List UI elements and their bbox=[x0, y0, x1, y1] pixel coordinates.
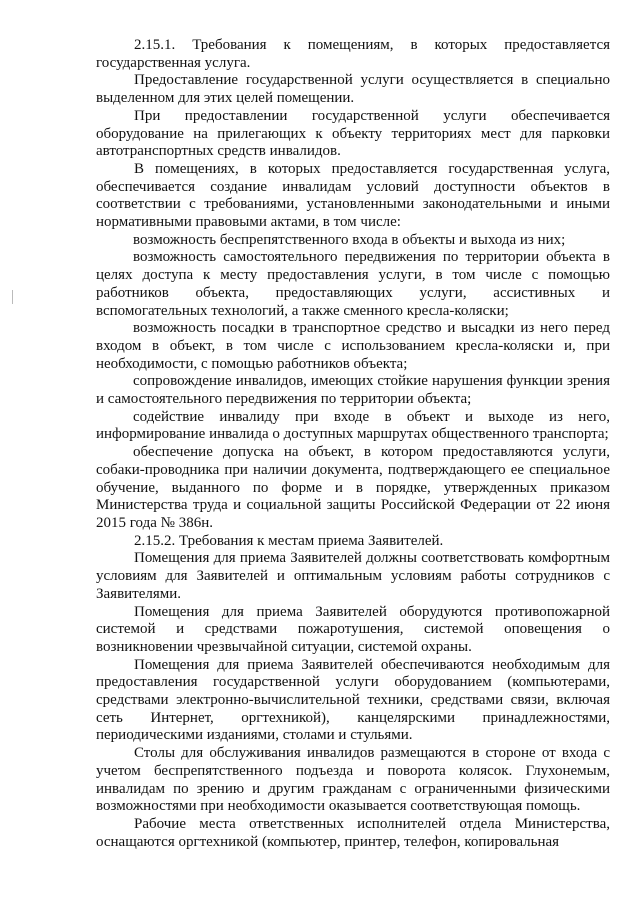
list-item: возможность самостоятельного передвижения по территории объекта в целях доступа к месту предоставления услуги, в том числе с помощью работников объекта, предоставляющих услуги, ассистивных и вспомогательных технологий, а также сменного кресла-коляски; bbox=[96, 249, 610, 319]
paragraph: Помещения для приема Заявителей обеспечиваются необходимым для предоставления государственной услуги оборудованием (компьютерами, средствами электронно-вычислительной техники, средствами связи, включая сеть Интернет, оргтехникой), канцелярскими принадлежностями, периодическими изданиями, столами и стульями. bbox=[96, 656, 610, 744]
list-item: содействие инвалиду при входе в объект и выходе из него, информирование инвалида о доступных маршрутах общественного транспорта; bbox=[96, 408, 610, 443]
paragraph: При предоставлении государственной услуги обеспечивается оборудование на прилегающих к объекту территориях мест для парковки автотранспортных средств инвалидов. bbox=[96, 107, 610, 160]
paragraph: В помещениях, в которых предоставляется государственная услуга, обеспечивается создание инвалидам условий доступности объектов в соответствии с требованиями, установленными законодательными и иными нормативными правовыми актами, в том числе: bbox=[96, 160, 610, 231]
list-item: сопровождение инвалидов, имеющих стойкие нарушения функции зрения и самостоятельного передвижения по территории объекта; bbox=[96, 373, 610, 408]
list-item: обеспечение допуска на объект, в котором предоставляются услуги, собаки-проводника при наличии документа, подтверждающего ее специальное обучение, выданного по форме и в порядке, утвержденных приказом Министерства труда и социальной защиты Российской Федерации от 22 июня 2015 года № 386н. bbox=[96, 444, 610, 531]
scan-artifact bbox=[12, 290, 13, 304]
list-item: возможность посадки в транспортное средство и высадки из него перед входом в объект, в том числе с использованием кресла-коляски и, при необходимости, с помощью работников объекта; bbox=[96, 320, 610, 372]
paragraph: Столы для обслуживания инвалидов размещаются в стороне от входа с учетом беспрепятственного подъезда и поворота колясок. Глухонемым, инвалидам по зрению и другим гражданам с ограниченными физическими возможностями при необходимости оказывается соответствующая помощь. bbox=[96, 745, 610, 815]
list-item: возможность беспрепятственного входа в объекты и выхода из них; bbox=[133, 231, 566, 248]
section-heading-2-15-2: 2.15.2. Требования к местам приема Заявителей. bbox=[134, 532, 444, 549]
paragraph: Помещения для приема Заявителей должны соответствовать комфортным условиям для Заявителей и оптимальным условиям работы сотрудников с Заявителями. bbox=[96, 550, 610, 602]
paragraph: Помещения для приема Заявителей оборудуются противопожарной системой и средствами пожаротушения, системой оповещения о возникновении чрезвычайной ситуации, системой охраны. bbox=[96, 603, 610, 655]
section-heading-2-15-1: 2.15.1. Требования к помещениям, в которых предоставляется государственная услуга. bbox=[96, 37, 610, 71]
paragraph: Рабочие места ответственных исполнителей отдела Министерства, оснащаются оргтехникой (компьютер, принтер, телефон, копировальная bbox=[96, 815, 610, 850]
paragraph: Предоставление государственной услуги осуществляется в специально выделенном для этих целей помещении. bbox=[96, 72, 610, 107]
